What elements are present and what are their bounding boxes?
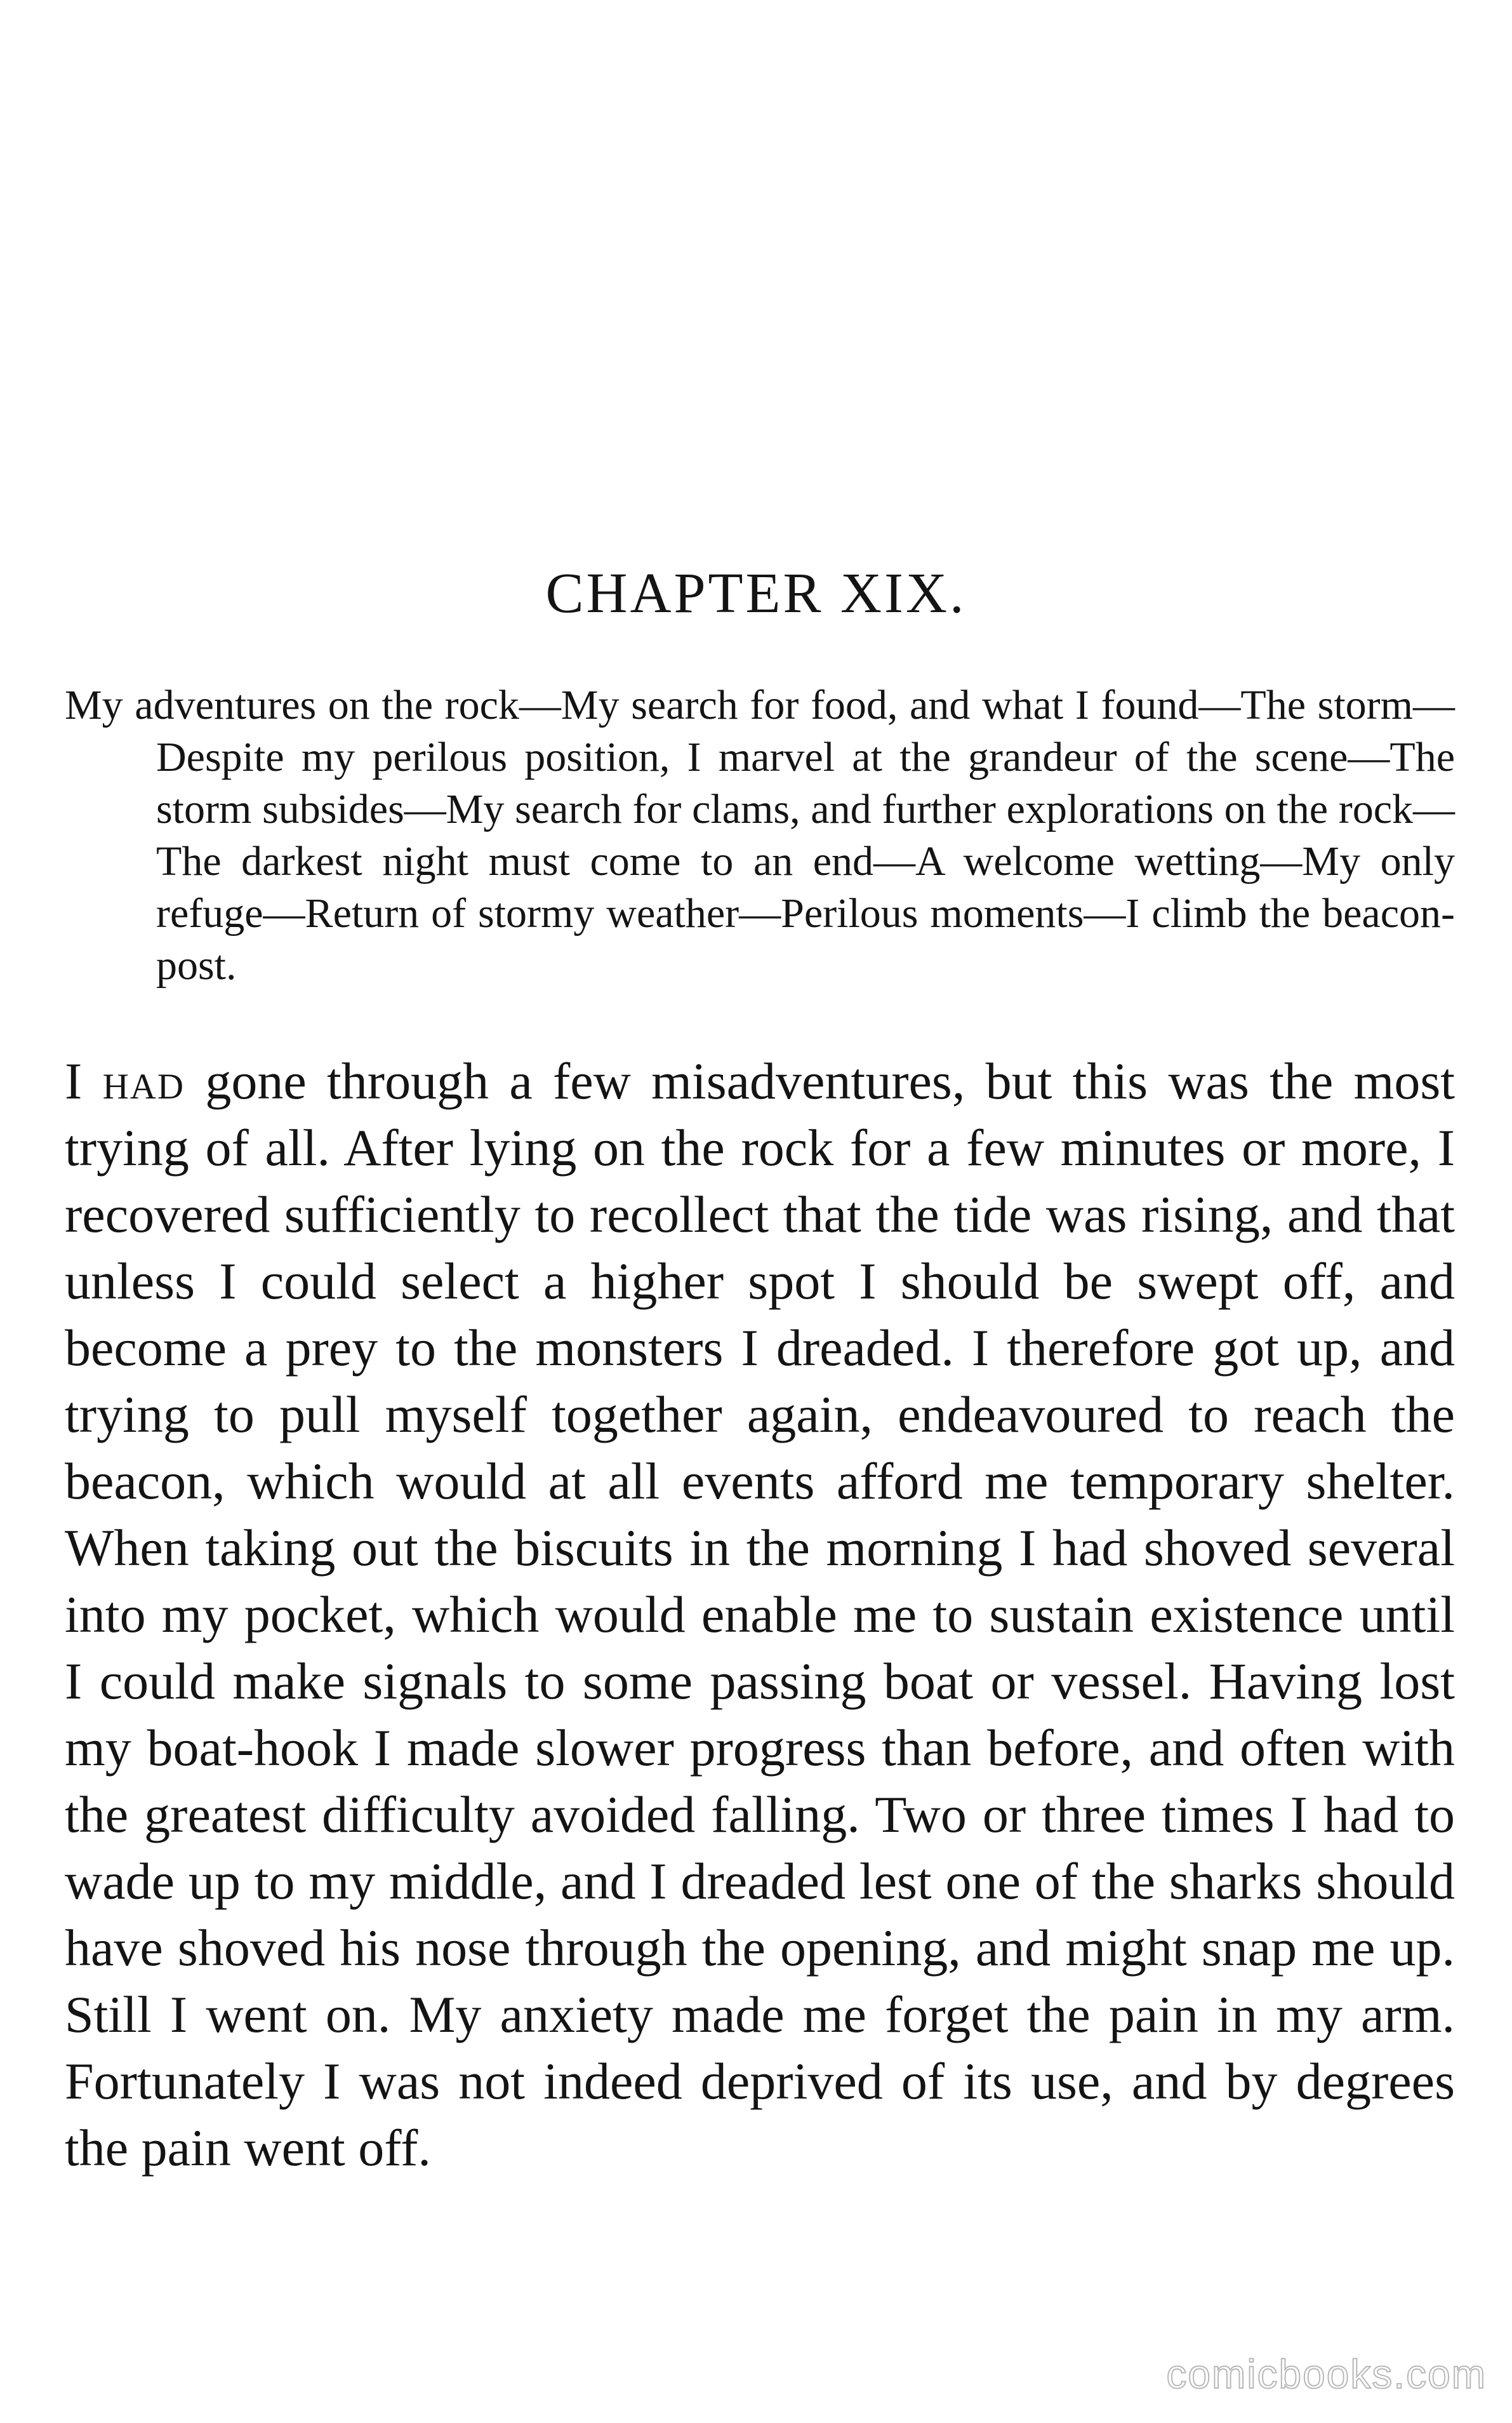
chapter-heading: CHAPTER XIX.: [545, 562, 967, 625]
watermark: comicbooks.com: [1166, 2351, 1487, 2397]
chapter-synopsis: My adventures on the rock—My search for food, and what I found—The storm—Despite my perilous position, I marvel at the grandeur of the scene—The storm subsides—My search for clams, and further explorations on the rock—The darkest night must come to an end—A welcome wetting—My only refuge—Return of stormy weather—Perilous moments—I climb the beacon-post.: [65, 682, 1455, 989]
lead-initial: I: [65, 1052, 83, 1110]
body-text: gone through a few misadventures, but this was the most trying of all. After lying on the rock for a few minutes or more, I recovered sufficiently to recollect that the tide was rising, and that unless I could select a higher spot I should be swept off, and become a prey to the monsters I dreaded. I therefore got up, and trying to pull myself together again, endeavoured to reach the beacon, which would at all events afford me temporary shelter. When taking out the biscuits in the morning I had shoved several into my pocket, which would enable me to sustain existence until I could make signals to some passing boat or vessel. Having lost my boat-hook I made slower progress than before, and often with the greatest difficulty avoided falling. Two or three times I had to wade up to my middle, and I dreaded lest one of the sharks should have shoved his nose through the opening, and might snap me up. Still I went on. My anxiety made me forget the pain in my arm. Fortunately I was not indeed deprived of its use, and by degrees the pain went off.: [65, 1052, 1456, 2177]
lead-smallcaps: had: [102, 1052, 185, 1110]
body-paragraph: [65, 1048, 1455, 2181]
